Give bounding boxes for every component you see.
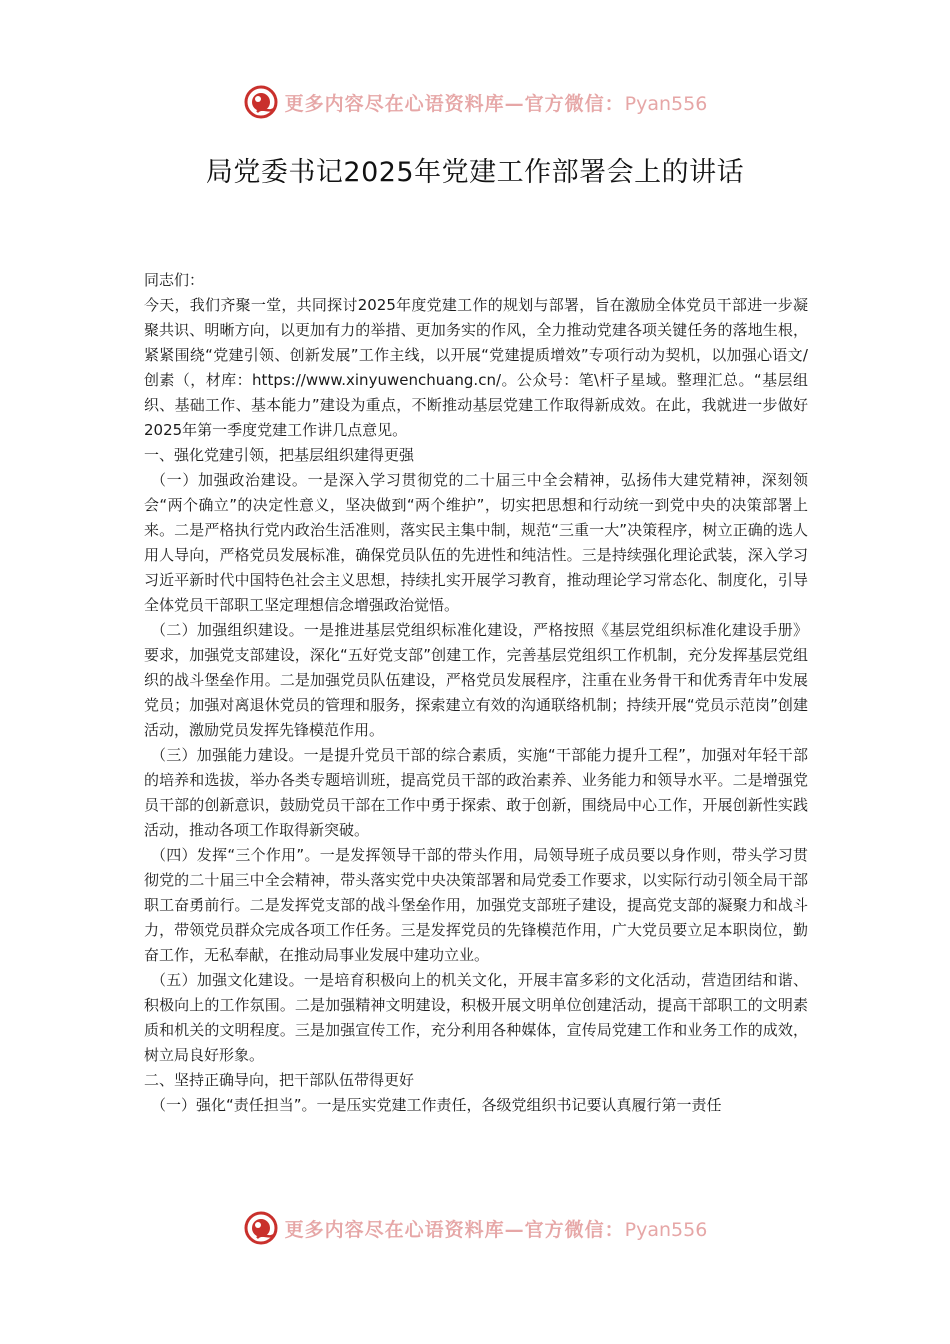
mouse-logo-icon	[243, 84, 279, 120]
paragraph-culture-building: （五）加强文化建设。一是培育积极向上的机关文化，开展丰富多彩的文化活动，营造团结和谐、积极向上的工作氛围。二是加强精神文明建设，积极开展文明单位创建活动，提高干部职工的文明素质和机关的文明程度。三是加强宣传工作，充分利用各种媒体，宣传局党建工作和业务工作的成效，树立局良好形象。	[144, 971, 808, 1064]
watermark-footer	[0, 1210, 950, 1246]
document-title: 局党委书记2025年党建工作部署会上的讲话	[205, 157, 745, 188]
paragraph-three-roles: （四）发挥“三个作用”。一是发挥领导干部的带头作用，局领导班子成员要以身作则，带头学习贯彻党的二十届三中全会精神，带头落实党中央决策部署和局党委工作要求，以实际行动引领全局干部职工奋勇前行。二是发挥党支部的战斗堡垒作用，加强党支部班子建设，提高党支部的凝聚力和战斗力，带领党员群众完成各项工作任务。三是发挥党员的先锋模范作用，广大党员要立足本职岗位，勤奋工作，无私奉献，在推动局事业发展中建功立业。	[144, 846, 808, 964]
paragraph-intro: 今天，我们齐聚一堂，共同探讨2025年度党建工作的规划与部署，旨在激励全体党员干部进一步凝聚共识、明晰方向，以更加有力的举措、更加务实的作风，全力推动党建各项关键任务的落地生根，紧紧围绕“党建引领、创新发展”工作主线，以开展“党建提质增效”专项行动为契机，以加强心语文/创素（，材库：https://www.xinyuwenchuang.cn/。公众号：笔\杆子星域。整理汇总。“基层组织、基础工作、基本能力”建设为重点，不断推动基层党建工作取得新成效。在此，我就进一步做好2025年第一季度党建工作讲几点意见。	[144, 296, 808, 439]
paragraph-political-building: （一）加强政治建设。一是深入学习贯彻党的二十届三中全会精神，弘扬伟大建党精神，深刻领会“两个确立”的决定性意义，坚决做到“两个维护”，切实把思想和行动统一到党中央的决策部署上来。二是严格执行党内政治生活准则，落实民主集中制，规范“三重一大”决策程序，树立正确的选人用人导向，严格党员发展标准，确保党员队伍的先进性和纯洁性。三是持续强化理论武装，深入学习习近平新时代中国特色社会主义思想，持续扎实开展学习教育，推动理论学习常态化、制度化，引导全体党员干部职工坚定理想信念增强政治觉悟。	[144, 471, 808, 614]
paragraph-organization-building: （二）加强组织建设。一是推进基层党组织标准化建设，严格按照《基层党组织标准化建设手册》要求，加强党支部建设，深化“五好党支部”创建工作，完善基层党组织工作机制，充分发挥基层党组织的战斗堡垒作用。二是加强党员队伍建设，严格党员发展程序，注重在业务骨干和优秀青年中发展党员；加强对离退休党员的管理和服务，探索建立有效的沟通联络机制；持续开展“党员示范岗”创建活动，激励党员发挥先锋模范作用。	[144, 621, 808, 739]
paragraph-capacity-building: （三）加强能力建设。一是提升党员干部的综合素质，实施“干部能力提升工程”，加强对年轻干部的培养和选拔，举办各类专题培训班，提高党员干部的政治素养、业务能力和领导水平。二是增强党员干部的创新意识，鼓励党员干部在工作中勇于探索、敢于创新，围绕局中心工作，开展创新性实践活动，推动各项工作取得新突破。	[144, 746, 808, 839]
watermark-text: 更多内容尽在心语资料库—官方微信：Pyan556	[284, 92, 708, 115]
mouse-logo-icon	[243, 1210, 279, 1246]
document-body	[144, 268, 808, 1118]
heading-section-1: 一、强化党建引领，把基层组织建得更强	[144, 446, 415, 464]
paragraph-responsibility: （一）强化“责任担当”。一是压实党建工作责任，各级党组织书记要认真履行第一责任	[151, 1096, 722, 1114]
paragraph-salutation: 同志们：	[144, 271, 205, 289]
watermark-header	[0, 84, 950, 120]
watermark-text: 更多内容尽在心语资料库—官方微信：Pyan556	[284, 1218, 708, 1241]
heading-section-2: 二、坚持正确导向，把干部队伍带得更好	[144, 1071, 415, 1089]
